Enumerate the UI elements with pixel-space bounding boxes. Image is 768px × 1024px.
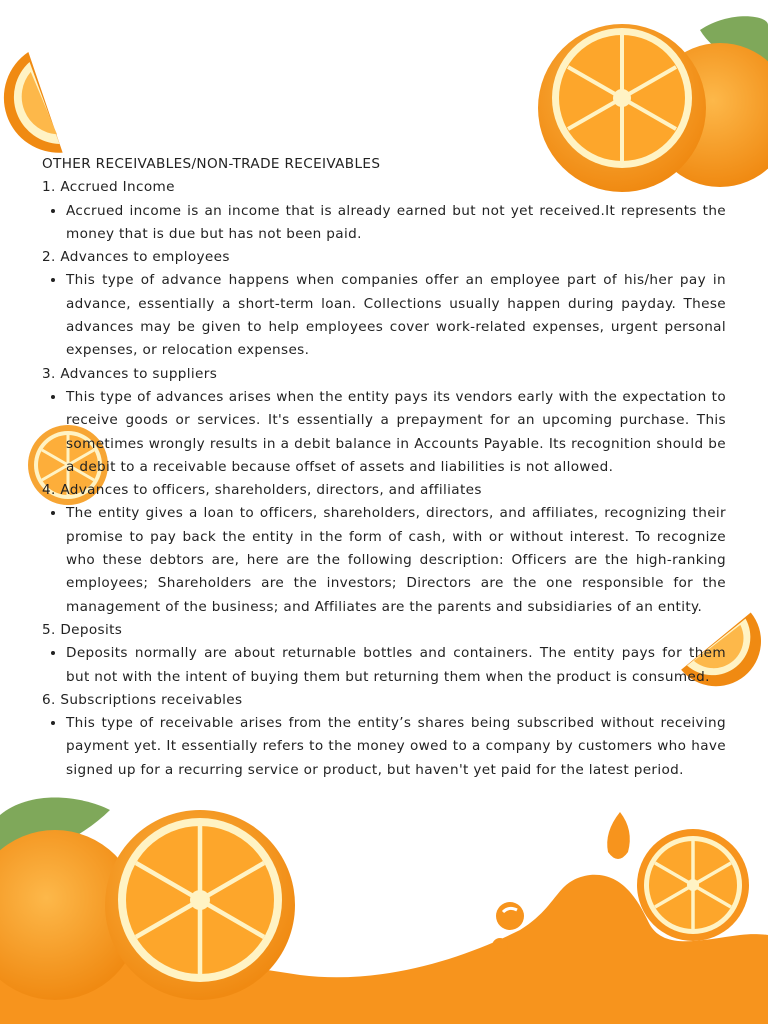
- juice-drop: [492, 938, 508, 954]
- section-list: [42, 269, 726, 362]
- orange-slice-bottom-right: [637, 829, 749, 941]
- section-list: [42, 712, 726, 782]
- section-heading: 1. Accrued Income: [42, 179, 175, 196]
- document-body: [42, 153, 726, 782]
- document-title: OTHER RECEIVABLES/NON-TRADE RECEIVABLES: [42, 156, 381, 172]
- juice-drop: [496, 902, 524, 930]
- section-heading: 5. Deposits: [42, 621, 123, 638]
- juice-drop: [607, 812, 630, 859]
- list-item: • Accrued income is an income that is already earned but not yet received.It represents the money that is due but has not been paid.: [66, 200, 726, 247]
- list-item: • Deposits normally are about returnable bottles and containers. The entity pays for them but not with the intent of buying them but returning them when the product is consumed.: [66, 642, 726, 689]
- section-heading: 3. Advances to suppliers: [42, 365, 218, 382]
- list-item: • This type of receivable arises from the entity’s shares being subscribed without receiving payment yet. It essentially refers to the money owed to a company by customers who have signed up for a recurring service or product, but haven't yet paid for the latest period.: [66, 712, 726, 782]
- orange-cluster-bottom-left: [0, 798, 295, 1001]
- section-heading: 6. Subscriptions receivables: [42, 691, 243, 708]
- section-list: [42, 502, 726, 618]
- section-heading: 2. Advances to employees: [42, 249, 230, 266]
- orange-wedge-top-left: [0, 49, 98, 161]
- list-item: • This type of advance happens when companies offer an employee part of his/her pay in advance, essentially a short-term loan. Collections usually happen during payday. These advances may be given to help employees cover work-related expenses, urgent personal expenses, or relocation expenses.: [66, 269, 726, 362]
- section-heading: 4. Advances to officers, shareholders, directors, and affiliates: [42, 482, 482, 499]
- list-item: • This type of advances arises when the entity pays its vendors early with the expectation to receive goods or services. It's essentially a prepayment for an upcoming purchase. This sometimes wrongly results in a debit balance in Accounts Payable. Its recognition should be a debit to a receivable because offset of assets and liabilities is not allowed.: [66, 386, 726, 479]
- section-list: [42, 200, 726, 247]
- section-list: [42, 386, 726, 479]
- list-item: • The entity gives a loan to officers, shareholders, directors, and affiliates, recognizing their promise to pay back the entity in the form of cash, with or without interest. To recognize who these debtors are, here are the following description: Officers are the high-ranking employees; Shareholders are the investors; Directors are the one responsible for the management of the business; and Affiliates are the parents and subsidiaries of an entity.: [66, 502, 726, 618]
- section-list: [42, 642, 726, 689]
